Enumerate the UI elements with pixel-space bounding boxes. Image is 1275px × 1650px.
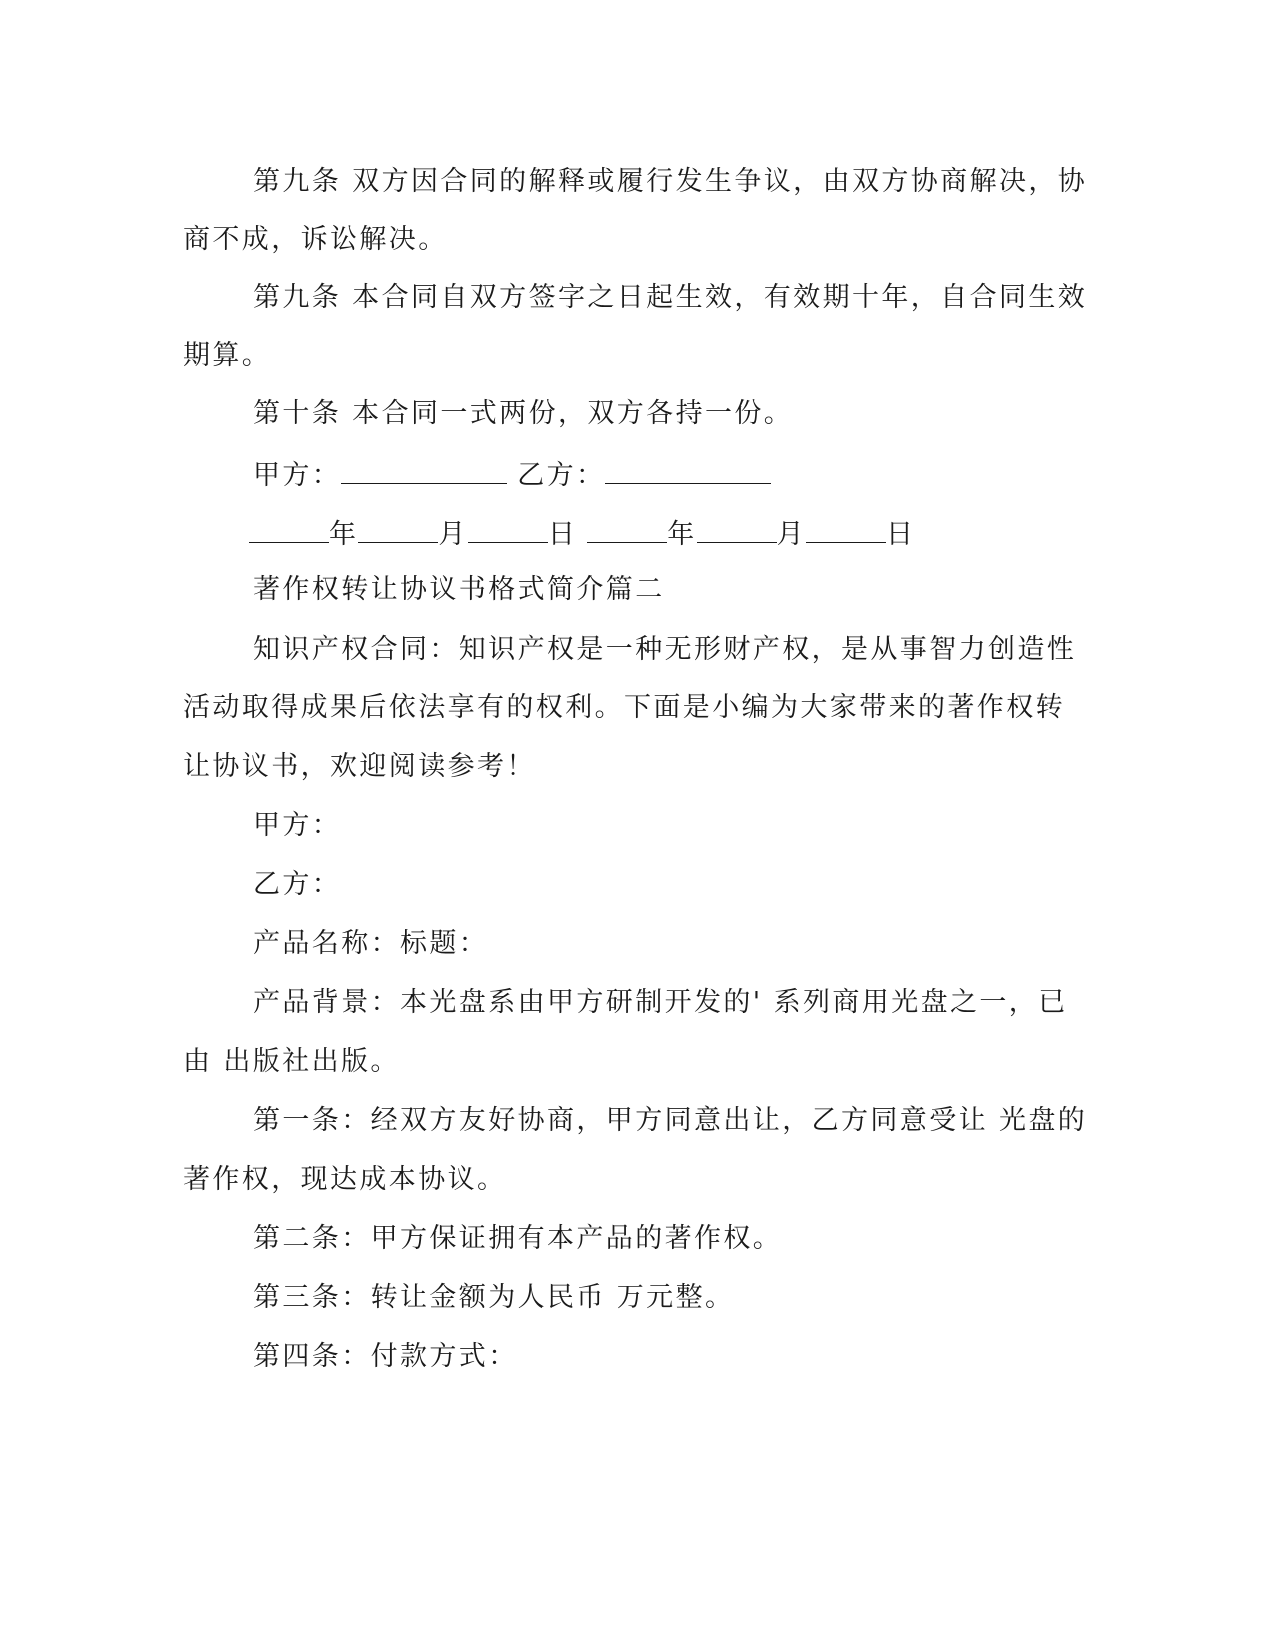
date-year-label: 年 <box>667 519 697 550</box>
product-background-line-1: 产品背景：本光盘系由甲方研制开发的' 系列商用光盘之一，已 <box>253 987 1068 1018</box>
party-a-signature-label: 甲方： <box>253 460 342 491</box>
party-a-line: 甲方： <box>253 810 342 841</box>
article-1-line-2: 著作权，现达成本协议。 <box>183 1164 507 1195</box>
article-4-line: 第四条：付款方式： <box>253 1341 518 1372</box>
date-day-label: 日 <box>547 519 578 550</box>
date-day-label: 日 <box>886 519 916 550</box>
intro-line-3: 让协议书，欢迎阅读参考！ <box>183 751 536 782</box>
product-name-line: 产品名称：标题： <box>253 928 489 959</box>
article-1-line-1: 第一条：经双方友好协商，甲方同意出让，乙方同意受让 光盘的 <box>253 1105 1088 1136</box>
date-month-label: 月 <box>776 519 807 550</box>
section-title: 著作权转让协议书格式简介篇二 <box>253 574 665 605</box>
clause-9-dispute-line-2: 商不成，诉讼解决。 <box>183 224 448 255</box>
date-blank <box>249 516 329 543</box>
intro-line-1: 知识产权合同：知识产权是一种无形财产权，是从事智力创造性 <box>253 634 1077 665</box>
date-year-label: 年 <box>329 519 359 550</box>
intro-line-2: 活动取得成果后依法享有的权利。下面是小编为大家带来的著作权转 <box>183 692 1065 723</box>
clause-9-effect-line-2: 期算。 <box>183 340 272 371</box>
clause-9-dispute-line-1: 第九条 双方因合同的解释或履行发生争议，由双方协商解决，协 <box>253 166 1088 197</box>
date-blank <box>697 516 777 543</box>
party-a-signature-blank <box>341 457 507 484</box>
product-background-line-2: 由 出版社出版。 <box>183 1046 400 1077</box>
signature-line <box>253 457 771 493</box>
article-3-line: 第三条：转让金额为人民币 万元整。 <box>253 1282 735 1313</box>
date-blank <box>587 516 667 543</box>
date-blank <box>468 516 548 543</box>
date-blank <box>358 516 438 543</box>
party-b-signature-label: 乙方： <box>517 460 606 491</box>
party-b-line: 乙方： <box>253 869 342 900</box>
party-b-signature-blank <box>605 457 771 484</box>
date-line <box>249 516 915 552</box>
article-2-line: 第二条：甲方保证拥有本产品的著作权。 <box>253 1223 783 1254</box>
clause-10-line: 第十条 本合同一式两份，双方各持一份。 <box>253 398 794 429</box>
date-month-label: 月 <box>438 519 468 550</box>
date-blank <box>806 516 886 543</box>
clause-9-effect-line-1: 第九条 本合同自双方签字之日起生效，有效期十年，自合同生效 <box>253 282 1088 313</box>
